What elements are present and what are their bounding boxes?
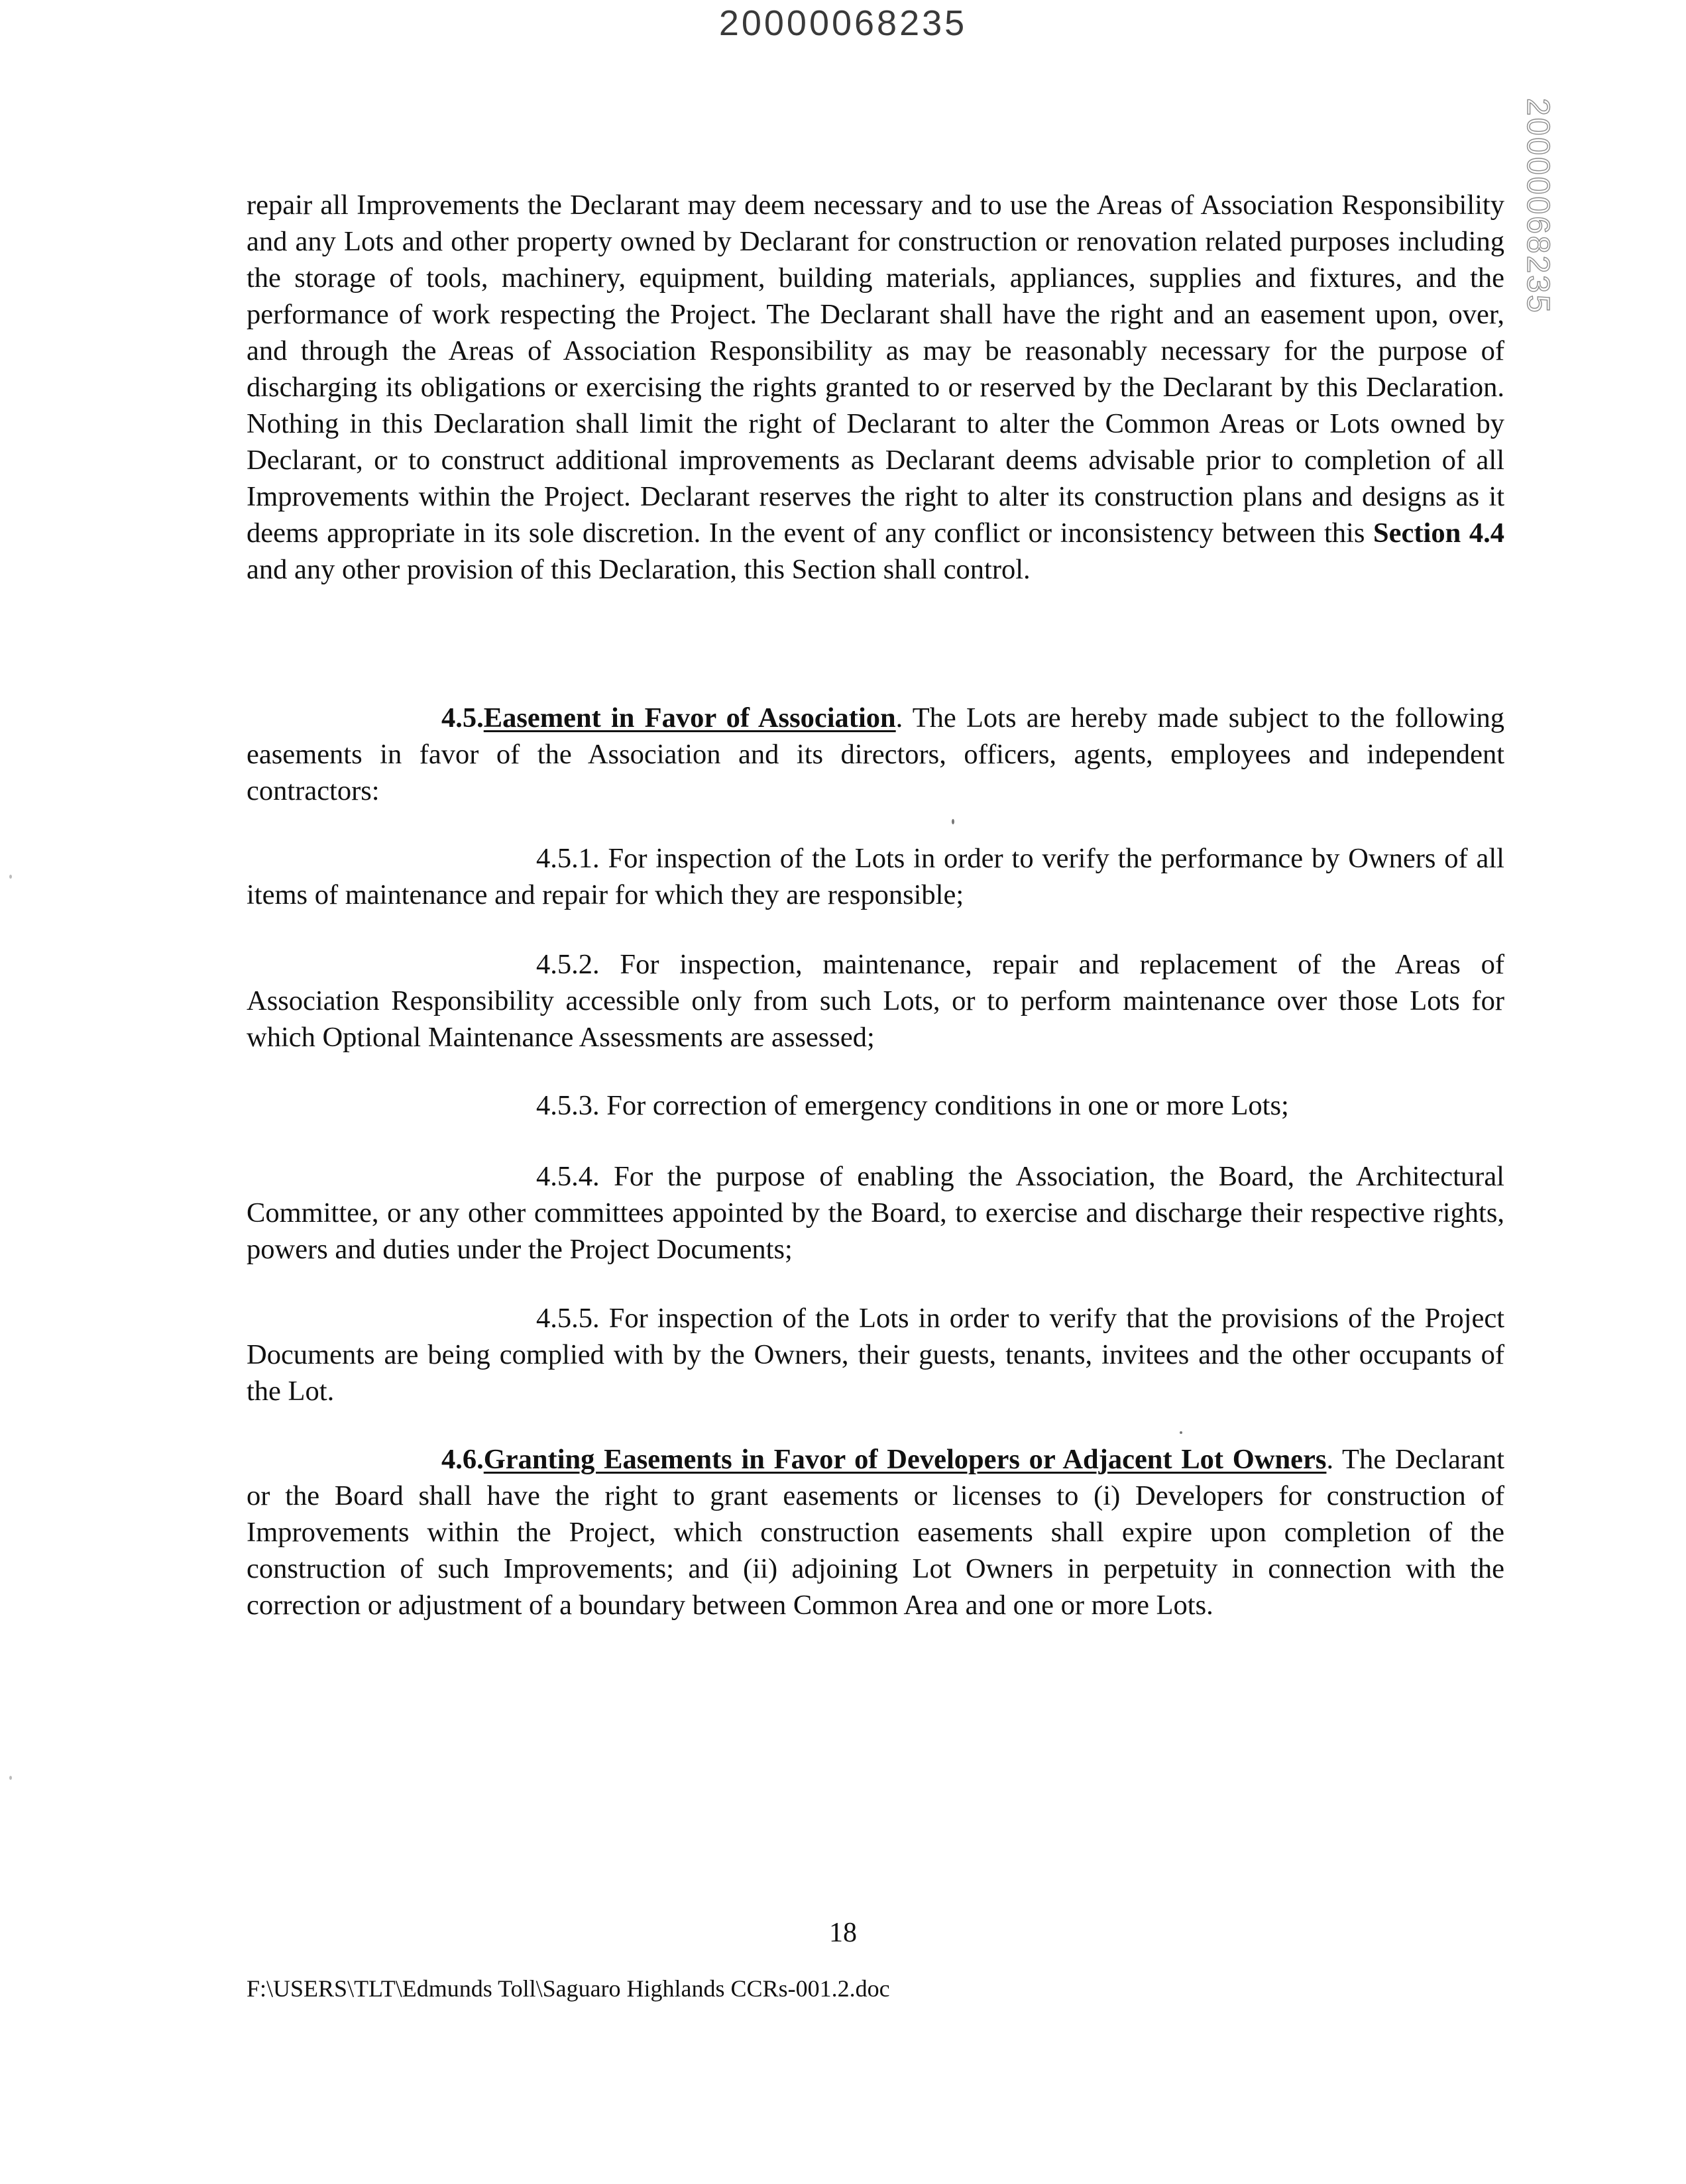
section-heading: Granting Easements in Favor of Developers or Adjacent Lot Owners — [483, 1444, 1327, 1475]
section-text: . The Lots are hereby made subject to the following easements in favor of the Association and its directors, officers, agents, employees and independent contractors: — [247, 702, 1504, 806]
section-number: 4.5. — [441, 702, 484, 734]
paragraph-text: repair all Improvements the Declarant may deem necessary and to use the Areas of Association Responsibility and any Lots and other property owned by Declarant for construction or renovation related purposes including the storage of tools, machinery, equipment, building materials, appliances, supplies and fixtures, and the performance of work respecting the Project. The Declarant shall have the right and an easement upon, over, and through the Areas of Association Responsibility as may be reasonably necessary for the purpose of discharging its obligations or exercising the rights granted to or reserved by the Declarant by this Declaration. Nothing in this Declaration shall limit the right of Declarant to alter the Common Areas or Lots owned by Declarant, or to construct additional improvements as Declarant deems advisable prior to completion of all Improvements within the Project. Declarant reserves the right to alter its construction plans and designs as it deems appropriate in its sole discretion. In the event of any conflict or inconsistency between this — [247, 190, 1504, 549]
subsection-4-5-3: 4.5.3. For correction of emergency conditions in one or more Lots; — [536, 1090, 1289, 1121]
section-number: 4.6. — [441, 1444, 484, 1475]
subsection-4-5-1: 4.5.1. For inspection of the Lots in order to verify the performance by Owners of all items of maintenance and repair for which they are responsible; — [247, 843, 1504, 910]
side-recording-stamp: 20000068235 — [1520, 98, 1555, 315]
section-reference: Section 4.4 — [1373, 518, 1504, 549]
page-number: 18 — [829, 1918, 857, 1948]
scan-speck — [9, 875, 12, 879]
recording-number-header: 20000068235 — [718, 3, 968, 43]
section-heading: Easement in Favor of Association — [483, 702, 896, 734]
subsection-4-5-5: 4.5.5. For inspection of the Lots in order to verify that the provisions of the Project Documents are being complied with by the Owners, their guests, tenants, invitees and the other occupants of the Lot. — [247, 1303, 1504, 1407]
paragraph-continuation — [247, 187, 1504, 588]
scan-speck — [1180, 1431, 1182, 1434]
file-path-footer: F:\USERS\TLT\Edmunds Toll\Saguaro Highlands CCRs-001.2.doc — [247, 1975, 890, 2002]
paragraph-text-tail: and any other provision of this Declaration, this Section shall control. — [247, 554, 1031, 585]
section-4-6 — [247, 1441, 1504, 1623]
scan-speck — [952, 819, 954, 824]
section-4-5 — [247, 700, 1504, 809]
scan-speck — [9, 1776, 12, 1780]
subsection-4-5-2: 4.5.2. For inspection, maintenance, repair and replacement of the Areas of Association Responsibility accessible only from such Lots, or to perform maintenance over those Lots for which Optional Maintenance Assessments are assessed; — [247, 949, 1504, 1053]
section-text: . The Declarant or the Board shall have the right to grant easements or licenses to (i) Developers for construction of Improvements within the Project, which construction easements shall expire upon completion of the construction of such Improvements; and (ii) adjoining Lot Owners in perpetuity in connection with the correction or adjustment of a boundary between Common Area and one or more Lots. — [247, 1444, 1504, 1621]
subsection-4-5-4: 4.5.4. For the purpose of enabling the Association, the Board, the Architectural Committee, or any other committees appointed by the Board, to exercise and discharge their respective rights, powers and duties under the Project Documents; — [247, 1161, 1504, 1265]
